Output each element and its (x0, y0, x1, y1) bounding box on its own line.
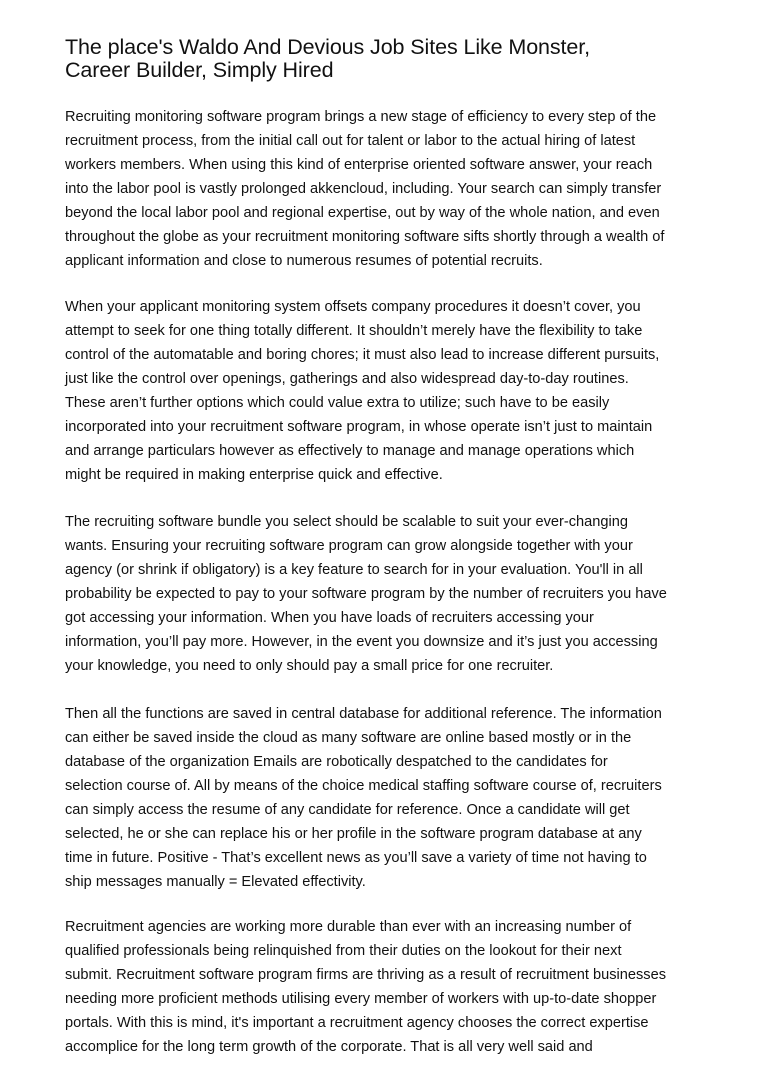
text-line: your knowledge, you need to only should pay a small price for one recruiter. (65, 658, 554, 674)
text-line: recruitment process, from the initial call out for talent or labor to the actual hiring of latest (65, 133, 636, 149)
text-line: information, you’ll pay more. However, in the event you downsize and it’s just you accessing (65, 634, 658, 650)
text-line: selection course of. All by means of the choice medical staffing software course of, recruiters (65, 778, 662, 794)
text-line: When your applicant monitoring system offsets company procedures it doesn’t cover, you (65, 299, 641, 315)
text-line: might be required in making enterprise quick and effective. (65, 467, 443, 483)
text-line: incorporated into your recruitment software program, in whose operate isn’t just to maintain (65, 419, 653, 435)
text-line: Recruitment agencies are working more durable than ever with an increasing number of (65, 919, 632, 935)
text-line: got accessing your information. When you have loads of recruiters accessing your (65, 610, 594, 626)
text-line: time in future. Positive - That’s excellent news as you’ll save a variety of time not having to (65, 850, 647, 866)
text-line: Then all the functions are saved in central database for additional reference. The information (65, 706, 662, 722)
text-line: selected, he or she can replace his or her profile in the software program database at any (65, 826, 642, 842)
paragraph-4 (65, 702, 715, 894)
text-line: attempt to seek for one thing totally different. It shouldn’t merely have the flexibility to take (65, 323, 643, 339)
document-page (65, 36, 715, 1081)
text-line: control of the automatable and boring chores; it must also lead to increase different pursuits, (65, 347, 660, 363)
text-line: Recruiting monitoring software program brings a new stage of efficiency to every step of the (65, 109, 657, 125)
text-line: beyond the local labor pool and regional expertise, out by way of the whole nation, and even (65, 205, 660, 221)
text-line: database of the organization Emails are robotically despatched to the candidates for (65, 754, 608, 770)
text-line: portals. With this is mind, it's important a recruitment agency chooses the correct expertise (65, 1015, 649, 1031)
text-line: These aren’t further options which could value extra to utilize; such have to be easily (65, 395, 610, 411)
text-line: can simply access the resume of any candidate for reference. Once a candidate will get (65, 802, 630, 818)
text-line: wants. Ensuring your recruiting software program can grow alongside together with your (65, 538, 633, 554)
text-line: throughout the globe as your recruitment monitoring software sifts shortly through a wealth of (65, 229, 665, 245)
title-line: The place's Waldo And Devious Job Sites Like Monster, (65, 35, 591, 59)
text-line: can either be saved inside the cloud as many software are online based mostly or in the (65, 730, 632, 746)
text-line: just like the control over openings, gatherings and also widespread day-to-day routines. (65, 371, 629, 387)
text-line: workers members. When using this kind of enterprise oriented software answer, your reach (65, 157, 653, 173)
text-line: The recruiting software bundle you select should be scalable to suit your ever-changing (65, 514, 628, 530)
paragraph-2 (65, 295, 715, 487)
text-line: agency (or shrink if obligatory) is a key feature to search for in your evaluation. You'll in all (65, 562, 643, 578)
text-line: submit. Recruitment software program firms are thriving as a result of recruitment businesses (65, 967, 666, 983)
text-line: and arrange particulars however as effectively to manage and manage operations which (65, 443, 635, 459)
paragraph-1 (65, 105, 715, 273)
text-line: ship messages manually = Elevated effectivity. (65, 874, 366, 890)
text-line: qualified professionals being relinquished from their duties on the lookout for their next (65, 943, 622, 959)
text-line: accomplice for the long term growth of the corporate. That is all very well said and (65, 1039, 593, 1055)
paragraph-5 (65, 915, 715, 1059)
title-line: Career Builder, Simply Hired (65, 58, 334, 82)
text-line: applicant information and close to numerous resumes of potential recruits. (65, 253, 543, 269)
text-line: needing more proficient methods utilising every member of workers with up-to-date shopper (65, 991, 657, 1007)
text-line: into the labor pool is vastly prolonged akkencloud, including. Your search can simply transfer (65, 181, 662, 197)
page-title (65, 36, 715, 82)
paragraph-3 (65, 510, 715, 678)
text-line: probability be expected to pay to your software program by the number of recruiters you have (65, 586, 667, 602)
